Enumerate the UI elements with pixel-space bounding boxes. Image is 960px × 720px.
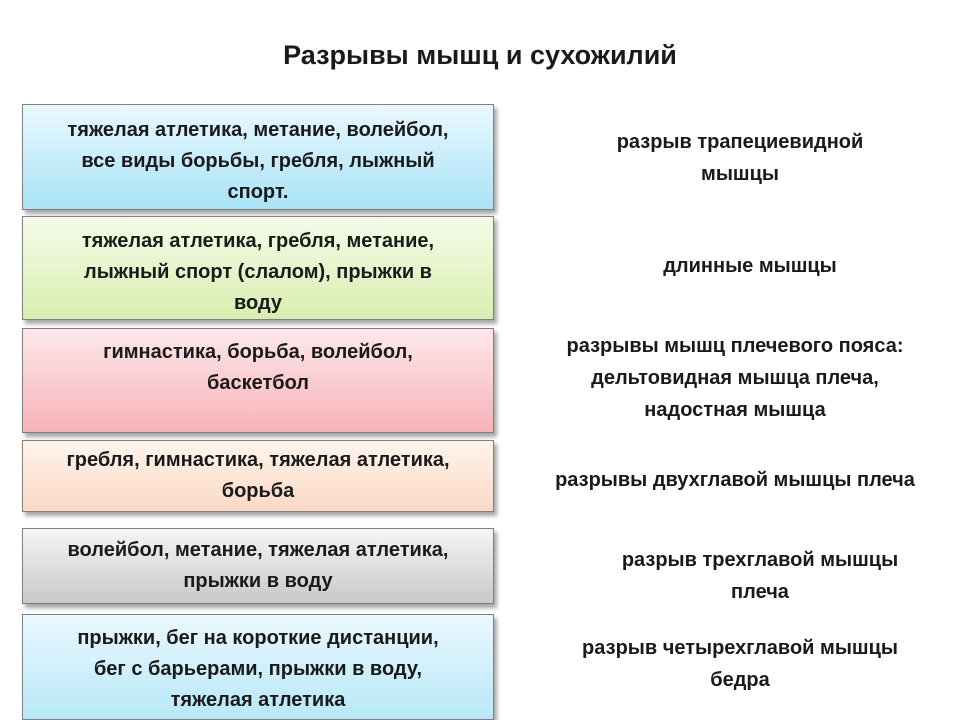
page-title: Разрывы мышц и сухожилий	[283, 40, 677, 70]
sports-line: прыжки, бег на короткие дистанции,	[77, 627, 439, 649]
sports-box-4	[22, 440, 494, 512]
sports-line: баскетбол	[206, 372, 310, 394]
sports-box-6	[22, 614, 494, 720]
injury-line: надостная мышца	[644, 399, 826, 421]
sports-line: воду	[233, 292, 283, 314]
injury-line: длинные мышцы	[663, 255, 837, 277]
sports-line: гимнастика, борьба, волейбол,	[103, 341, 413, 363]
injury-line: разрыв трапециевидной	[616, 131, 864, 153]
injury-line: разрывы мышц плечевого пояса:	[566, 335, 904, 357]
injury-text-6	[540, 632, 940, 696]
sports-line: все виды борьбы, гребля, лыжный	[81, 150, 435, 172]
sports-line: гребля, гимнастика, тяжелая атлетика,	[66, 449, 450, 471]
injury-text-5	[570, 544, 950, 608]
sports-line: тяжелая атлетика, гребля, метание,	[81, 230, 435, 252]
sports-line: волейбол, метание, тяжелая атлетика,	[67, 539, 449, 561]
sports-line: борьба	[221, 480, 295, 502]
sports-box-2	[22, 216, 494, 320]
injury-line: разрыв трехглавой мышцы	[621, 549, 899, 571]
injury-line: плеча	[731, 581, 789, 603]
injury-text-1	[570, 126, 910, 190]
injury-line: мышцы	[701, 163, 779, 185]
sports-line: лыжный спорт (слалом), прыжки в	[83, 261, 432, 283]
sports-line: спорт.	[227, 181, 289, 203]
injury-line: разрыв четырехглавой мышцы	[582, 637, 898, 659]
sports-line: тяжелая атлетика	[170, 689, 346, 711]
injury-text-4	[520, 464, 950, 496]
sports-box-3	[22, 328, 494, 433]
sports-box-5	[22, 528, 494, 604]
injury-line: разрывы двухглавой мышцы плеча	[555, 469, 915, 491]
injury-text-3	[520, 330, 950, 426]
sports-line: прыжки в воду	[183, 570, 333, 592]
sports-line: тяжелая атлетика, метание, волейбол,	[67, 119, 449, 141]
injury-text-2	[600, 250, 900, 282]
injury-line: дельтовидная мышца плеча,	[591, 367, 879, 389]
sports-box-1	[22, 104, 494, 210]
injury-line: бедра	[710, 669, 770, 691]
sports-line: бег с барьерами, прыжки в воду,	[93, 658, 423, 680]
